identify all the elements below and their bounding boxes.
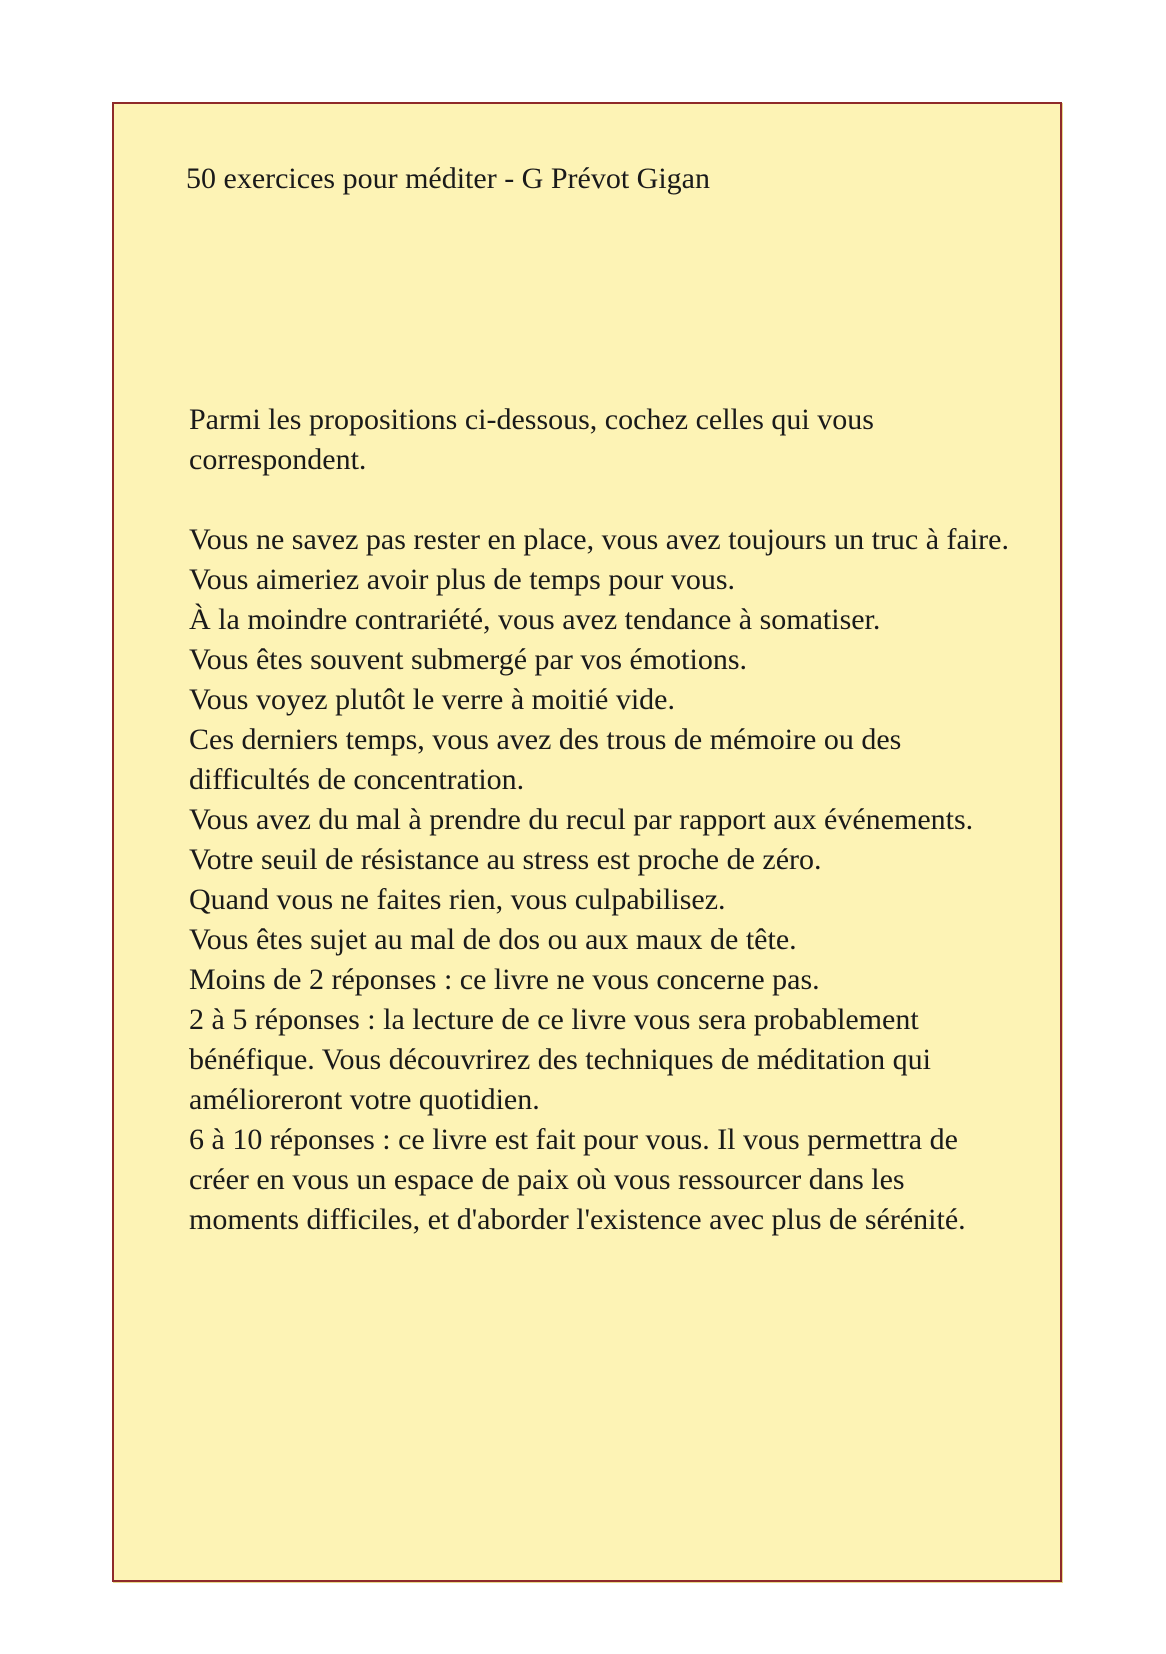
statement-9: Quand vous ne faites rien, vous culpabilisez. xyxy=(189,883,726,916)
page-title: 50 exercices pour méditer - G Prévot Gigan xyxy=(186,162,710,195)
body-text xyxy=(189,400,1009,1240)
statement-7: Vous avez du mal à prendre du recul par rapport aux événements. xyxy=(189,803,974,836)
statement-10: Vous êtes sujet au mal de dos ou aux maux de tête. xyxy=(189,923,797,956)
statement-5: Vous voyez plutôt le verre à moitié vide. xyxy=(189,683,675,716)
intro-paragraph: Parmi les propositions ci-dessous, cochez celles qui vous correspondent. xyxy=(189,403,874,476)
result-medium: 2 à 5 réponses : la lecture de ce livre vous sera probablement bénéfique. Vous découvrirez des techniques de méditation qui amélioreront votre quotidien. xyxy=(189,1003,932,1116)
statement-3: À la moindre contrariété, vous avez tendance à somatiser. xyxy=(189,603,881,636)
statement-6: Ces derniers temps, vous avez des trous de mémoire ou des difficultés de concentration. xyxy=(189,723,902,796)
statement-4: Vous êtes souvent submergé par vos émotions. xyxy=(189,643,748,676)
statement-1: Vous ne savez pas rester en place, vous avez toujours un truc à faire. xyxy=(189,523,1009,556)
result-low: Moins de 2 réponses : ce livre ne vous concerne pas. xyxy=(189,963,820,996)
result-high: 6 à 10 réponses : ce livre est fait pour vous. Il vous permettra de créer en vous un espace de paix où vous ressourcer dans les moments difficiles, et d'aborder l'existence avec plus de sérénité. xyxy=(189,1123,966,1236)
statement-8: Votre seuil de résistance au stress est proche de zéro. xyxy=(189,843,822,876)
statement-2: Vous aimeriez avoir plus de temps pour vous. xyxy=(189,563,736,596)
